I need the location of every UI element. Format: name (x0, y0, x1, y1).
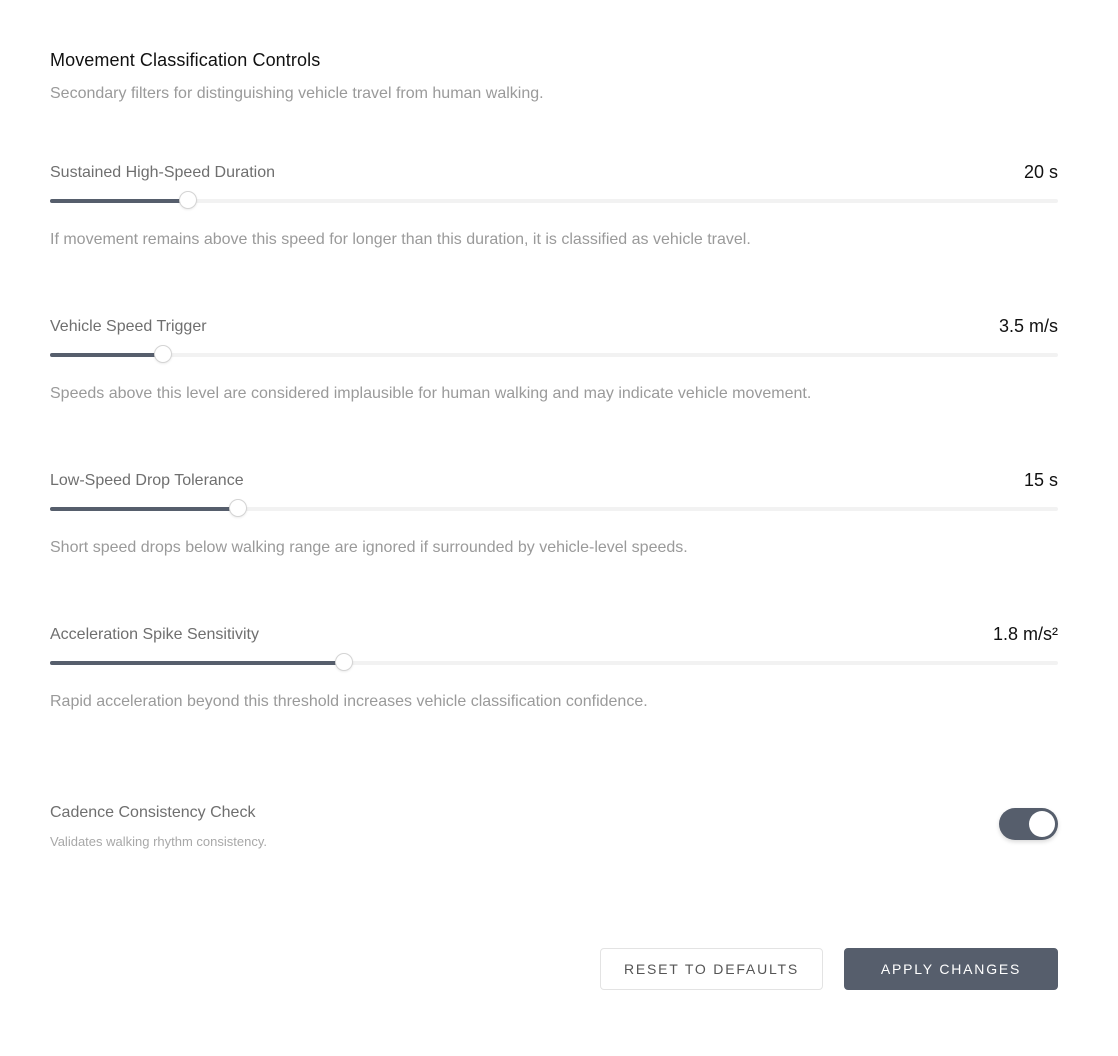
slider-track[interactable] (50, 199, 1058, 203)
slider-sustained-high-speed-duration (50, 164, 1058, 274)
slider-fill (50, 507, 238, 511)
page-title: Movement Classification Controls (50, 50, 321, 70)
reset-to-defaults-button[interactable]: RESET TO DEFAULTS (600, 948, 823, 990)
cadence-consistency-row (50, 804, 1058, 854)
slider-track[interactable] (50, 507, 1058, 511)
apply-changes-button[interactable]: APPLY CHANGES (844, 948, 1058, 990)
slider-help-text: If movement remains above this speed for longer than this duration, it is classified as vehicle travel. (50, 231, 751, 248)
slider-low-speed-drop-tolerance (50, 472, 1058, 582)
page-subtitle: Secondary filters for distinguishing vehicle travel from human walking. (50, 85, 544, 102)
slider-label: Sustained High-Speed Duration (50, 164, 276, 181)
slider-acceleration-spike-sensitivity (50, 626, 1058, 736)
slider-thumb[interactable] (154, 345, 172, 363)
slider-label: Acceleration Spike Sensitivity (50, 626, 259, 643)
toggle-label: Cadence Consistency Check (50, 804, 256, 821)
slider-help-text: Speeds above this level are considered implausible for human walking and may indicate vehicle movement. (50, 385, 812, 402)
slider-thumb[interactable] (229, 499, 247, 517)
slider-help-text: Rapid acceleration beyond this threshold increases vehicle classification confidence. (50, 693, 648, 710)
cadence-consistency-toggle[interactable] (999, 808, 1058, 840)
slider-help-text: Short speed drops below walking range are ignored if surrounded by vehicle-level speeds. (50, 539, 688, 556)
slider-fill (50, 199, 188, 203)
slider-label: Low-Speed Drop Tolerance (50, 472, 244, 489)
slider-thumb[interactable] (179, 191, 197, 209)
toggle-knob (1029, 811, 1055, 837)
slider-vehicle-speed-trigger (50, 318, 1058, 428)
slider-thumb[interactable] (335, 653, 353, 671)
slider-value: 15 s (1023, 470, 1058, 490)
toggle-help-text: Validates walking rhythm consistency. (50, 834, 268, 849)
slider-value: 20 s (1023, 162, 1058, 182)
slider-track[interactable] (50, 661, 1058, 665)
slider-track[interactable] (50, 353, 1058, 357)
slider-fill (50, 661, 344, 665)
slider-fill (50, 353, 163, 357)
slider-label: Vehicle Speed Trigger (50, 318, 207, 335)
slider-value: 3.5 m/s (998, 316, 1058, 336)
slider-value: 1.8 m/s² (992, 624, 1058, 644)
